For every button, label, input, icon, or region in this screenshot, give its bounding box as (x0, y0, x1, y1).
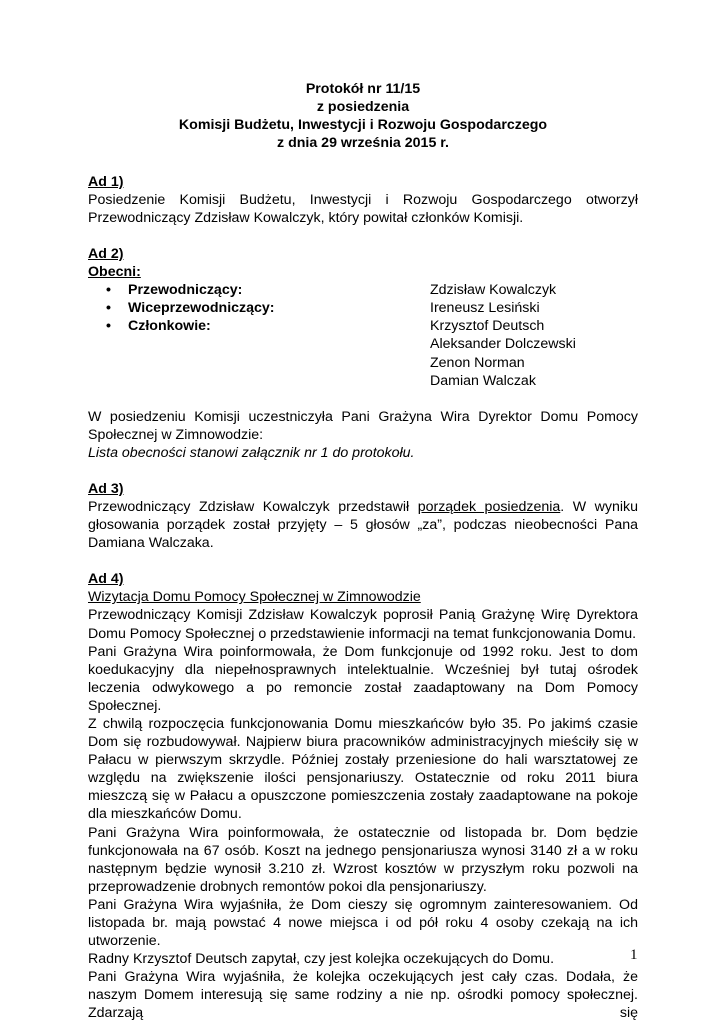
ad1-text: Posiedzenie Komisji Budżetu, Inwestycji i Rozwoju Gospodarczego otworzył Przewodniczący Zdzisław Kowalczyk, który powitał członków Komisji. (88, 192, 638, 227)
title-line-1: Protokół nr 11/15 (305, 81, 421, 97)
member-row (88, 281, 638, 299)
ad4-paragraph: Pani Grażyna Wira wyjaśniła, że Dom cieszy się ogromnym zainteresowaniem. Od listopada br. mają powstać 4 nowe miejsca i od pół roku 4 osoby czekają na ich utworzenie. (88, 896, 638, 950)
attachment-note: Lista obecności stanowi załącznik nr 1 do protokołu. (88, 444, 415, 461)
ad2-heading: Ad 2) (88, 246, 124, 263)
section-ad3 (88, 480, 638, 552)
ad3-text-before: Przewodniczący Zdzisław Kowalczyk przedstawił (88, 499, 418, 516)
bullet-icon: • (106, 282, 111, 299)
document-title (88, 80, 638, 152)
member-row (88, 372, 638, 390)
ad4-paragraph: Przewodniczący Komisji Zdzisław Kowalczyk poprosił Panią Grażynę Wirę Dyrektora Domu Pomocy Społecznej o przedstawienie informacji na temat funkcjonowania Domu. (88, 607, 638, 642)
member-name: Krzysztof Deutsch (430, 318, 545, 335)
member-name: Zdzisław Kowalczyk (430, 282, 557, 299)
ad4-paragraph: Pani Grażyna Wira poinformowała, że ostatecznie od listopada br. Dom będzie funkcjonowała na 67 osób. Koszt na jednego pensjonariusza wynosi 3140 zł a w roku następnym będzie wynosił 3.210 zł. Wzrost kosztów w przyszłym roku pozwoli na przeprowadzenie drobnych remontów pokoi dla pensjonariuszy. (88, 824, 638, 895)
member-role: Wiceprzewodniczący: (128, 300, 275, 317)
bullet-icon: • (106, 300, 111, 317)
member-name: Damian Walczak (430, 372, 536, 389)
ad3-text (88, 498, 638, 552)
section-ad4 (88, 570, 638, 1022)
page-number: 1 (630, 947, 638, 963)
ad4-paragraph: Pani Grażyna Wira poinformowała, że Dom funkcjonuje od 1992 roku. Jest to dom koedukacyjny dla niepełnosprawnych intelektualnie. Wcześniej był tutaj ośrodek leczenia odwykowego a po remoncie został zaadaptowany na Dom Pomocy Społecznej. (88, 643, 638, 714)
title-line-4: z dnia 29 września 2015 r. (277, 135, 449, 151)
section-ad1 (88, 173, 638, 227)
member-row (88, 317, 638, 335)
present-label: Obecni: (88, 264, 141, 281)
member-name: Zenon Norman (430, 354, 525, 371)
ad1-heading: Ad 1) (88, 174, 124, 190)
ad4-paragraph: Radny Krzysztof Deutsch zapytał, czy jest kolejka oczekujących do Domu. (88, 951, 555, 968)
ad4-paragraph: Pani Grażyna Wira wyjaśniła, że kolejka oczekujących jest cały czas. Dodała, że naszym Domem interesują się same rodziny a nie np. ośrodki pomocy społecznej. Zdarzają się (88, 969, 638, 1022)
ad3-heading: Ad 3) (88, 481, 124, 498)
title-line-2: z posiedzenia (316, 99, 410, 115)
ad4-heading: Ad 4) (88, 571, 124, 588)
member-name: Aleksander Dolczewski (430, 336, 576, 353)
agenda-link[interactable]: porządek posiedzenia (417, 499, 561, 516)
guest-text: W posiedzeniu Komisji uczestniczyła Pani Grażyna Wira Dyrektor Domu Pomocy Społecznej w Zimnowodzie: (88, 408, 638, 443)
member-row (88, 354, 638, 372)
section-ad2 (88, 245, 638, 462)
document-page (88, 80, 638, 1023)
members-list (88, 281, 638, 390)
ad4-subheading: Wizytacja Domu Pomocy Społecznej w Zimnowodzie (88, 589, 421, 606)
title-line-3: Komisji Budżetu, Inwestycji i Rozwoju Gospodarczego (178, 117, 548, 133)
member-row (88, 335, 638, 353)
ad3-text-after: . W wyniku głosowania porządek został przyjęty – 5 głosów „za”, podczas nieobecności Pana Damiana Walczaka. (88, 499, 638, 552)
member-name: Ireneusz Lesiński (430, 300, 540, 317)
member-role: Przewodniczący: (128, 282, 243, 299)
member-role: Członkowie: (128, 318, 211, 335)
bullet-icon: • (106, 318, 111, 335)
ad4-paragraph: Z chwilą rozpoczęcia funkcjonowania Domu mieszkańców było 35. Po jakimś czasie Dom się rozbudowywał. Najpierw biura pracowników administracyjnych mieściły się w Pałacu w pierwszym skrzydle. Później zostały przeniesione do hali warsztatowej ze względu na zwiększenie ilości pensjonariuszy. Ostatecznie od roku 2011 biura mieszczą się w Pałacu a opuszczone pomieszczenia zostały zaadaptowane na pokoje dla mieszkańców Domu. (88, 715, 638, 823)
member-row (88, 299, 638, 317)
